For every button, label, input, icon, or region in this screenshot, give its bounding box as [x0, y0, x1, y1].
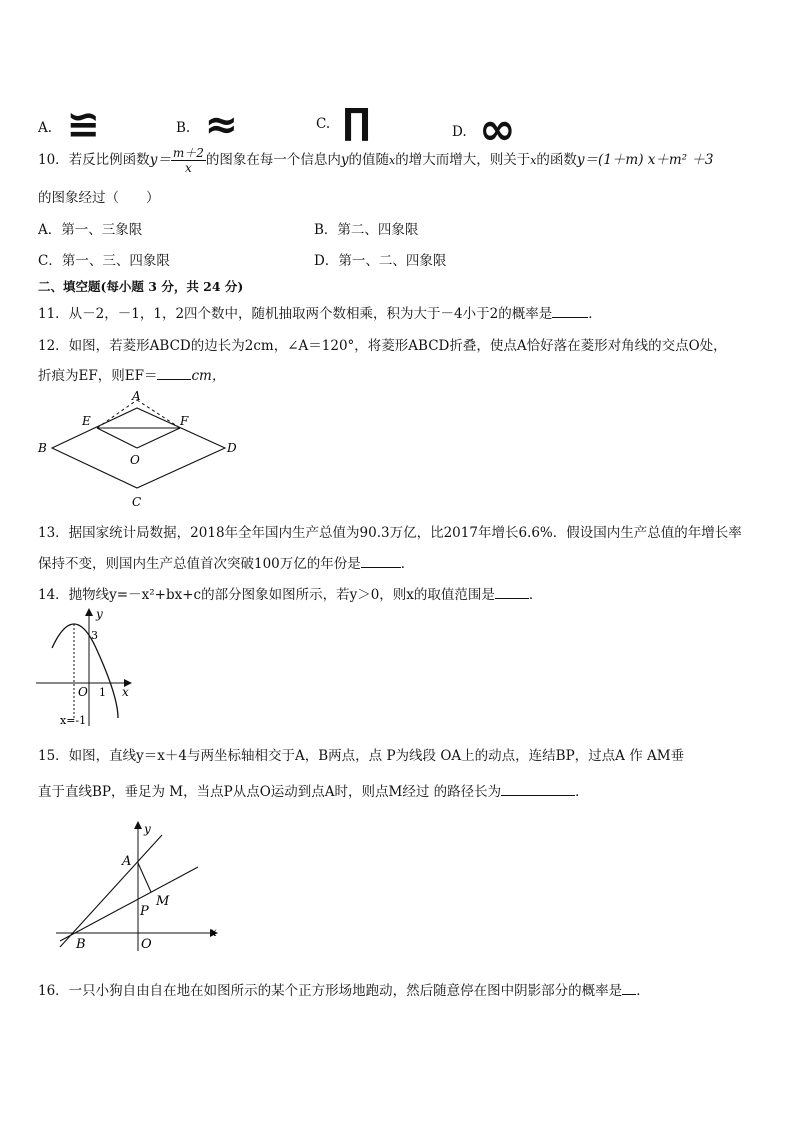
q14-text [38, 583, 542, 603]
q9-option-d-label: D. [452, 124, 467, 140]
q11-text [38, 302, 602, 322]
label-a-15: A [122, 854, 132, 869]
q15-blank [501, 781, 575, 796]
label-o: O [130, 453, 140, 467]
q15-end: ． [575, 784, 589, 800]
q9-option-a [38, 96, 100, 148]
label-y-15: y [144, 822, 151, 836]
q11-end: ． [588, 306, 602, 322]
label-d: D [227, 441, 237, 455]
q11-body: 11．从－2，－1，1，2四个数中，随机抽取两个数相乘，积为大于－4小于2的概率是 [38, 306, 553, 322]
label-b: B [38, 441, 47, 455]
q10-text-a: 若反比例函数 [68, 152, 150, 168]
q10-option-d: D．第一、二、四象限 [314, 253, 447, 269]
q10-var-y: y [340, 152, 349, 168]
label-a: A [132, 389, 141, 403]
segment-am [138, 863, 151, 892]
rhombus-abcd [52, 408, 225, 488]
product-symbol: ∏ [342, 102, 371, 143]
fold-dashed-right [137, 400, 180, 428]
label-b-15: B [76, 937, 86, 952]
rhombus-figure [30, 388, 250, 514]
label-x-15: x [210, 925, 217, 939]
q10-option-c: C．第一、三、四象限 [38, 253, 170, 269]
q9-option-b-label: B. [176, 120, 191, 136]
q12-text-a: 折痕为EF，则EF＝ [38, 368, 158, 384]
q10-y-eq: y＝ [149, 152, 171, 168]
q9-option-c-label: C. [316, 116, 331, 132]
q16-blank [622, 980, 636, 995]
parabola-figure [30, 604, 145, 728]
label-c: C [132, 495, 142, 509]
q10-text-e: 的函数 [536, 152, 577, 168]
label-y: y [96, 607, 103, 621]
q14-blank [495, 584, 529, 599]
q9-option-d [452, 96, 516, 155]
q12-line2 [38, 364, 225, 384]
q10-fraction [171, 146, 206, 175]
q14-end: ． [528, 587, 543, 603]
q10-frac-den: x [184, 161, 192, 175]
q13-line2 [38, 552, 414, 572]
q9-option-c [316, 96, 371, 143]
label-one: 1 [99, 686, 106, 699]
q10-text-b: 的图象在每一个信息内 [205, 152, 341, 168]
q11-blank [552, 303, 588, 318]
q13-blank [361, 553, 401, 568]
q10-line1 [38, 145, 713, 176]
q9-option-b [176, 96, 239, 148]
approx-symbol: ≈ [204, 102, 239, 148]
q10-option-b: B．第二、四象限 [314, 222, 419, 238]
congruent-symbol: ≌ [66, 102, 100, 148]
q10-number: 10． [38, 152, 69, 168]
line-bp [60, 867, 198, 941]
label-three: 3 [91, 629, 98, 642]
q10-option-a: A．第一、三象限 [38, 222, 143, 238]
q16-text [38, 979, 650, 999]
label-o-15: O [141, 937, 152, 952]
q15-line2 [38, 780, 589, 800]
label-p-15: P [140, 904, 149, 919]
q13-line1: 13．据国家统计局数据，2018年全年国内生产总值为90.3万亿，比2017年增长6.6%．假设国内生产总值的年增长率 [38, 525, 742, 541]
label-origin: O [78, 685, 88, 699]
fold-dashed-left [97, 400, 137, 428]
parabola-curve [52, 624, 118, 718]
q9-option-a-label: A. [38, 120, 53, 136]
q12-text-b: cm， [191, 368, 226, 384]
q10-line2: 的图象经过（ ） [38, 190, 160, 206]
line-figure [50, 815, 230, 955]
q10-function: y＝(1＋m) x＋m² ＋3 [576, 152, 714, 168]
q15-body: 直于直线BP，垂足为 M，当点P从点O运动到点A时，则点M经过 的路径长为 [38, 784, 502, 800]
infinity-symbol: ∞ [478, 104, 516, 155]
q12-line1: 12．如图，若菱形ABCD的边长为2cm，∠A＝120°，将菱形ABCD折叠，使点A恰好落在菱形对角线的交点O处， [38, 338, 727, 354]
label-e: E [82, 414, 91, 428]
q15-line1: 15．如图，直线y＝x＋4与两坐标轴相交于A，B两点，点 P为线段 OA上的动点，连结BP，过点A 作 AM垂 [38, 748, 685, 764]
line-ab [60, 835, 162, 947]
q10-text-d: 的增大而增大，则关于 [395, 152, 531, 168]
label-f: F [180, 414, 189, 428]
q10-var-x: x [388, 154, 396, 167]
q10-text-c: 的值随 [348, 152, 389, 168]
segment-of [137, 428, 180, 448]
section-title: 二、填空题(每小题 3 分，共 24 分) [38, 279, 244, 294]
q13-end: ． [400, 556, 415, 572]
q12-blank [157, 365, 191, 380]
q16-end: ． [636, 983, 650, 999]
q10-var-x2: x [530, 154, 537, 167]
label-xeq: x=-1 [60, 714, 87, 727]
label-m-15: M [156, 894, 170, 909]
q16-body: 16．一只小狗自由自在地在如图所示的某个正方形场地跑动，然后随意停在图中阴影部分的概率是 [38, 983, 623, 999]
label-x: x [122, 685, 129, 699]
segment-eo [97, 428, 137, 448]
q14-body: 14．抛物线y=－x²+bx+c的部分图象如图所示，若y＞0，则x的取值范围是 [38, 587, 495, 603]
q13-body: 保持不变，则国内生产总值首次突破100万亿的年份是 [38, 556, 361, 572]
q10-frac-num: m＋2 [172, 146, 204, 160]
